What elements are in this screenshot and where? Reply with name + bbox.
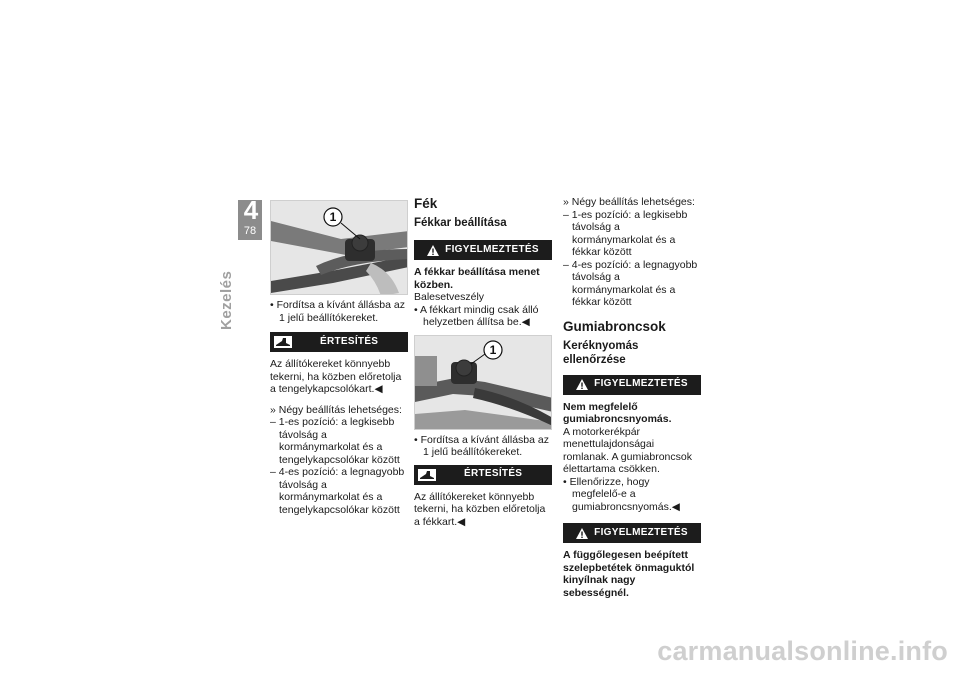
warning-text: Balesetveszély [414,291,485,303]
position-4-item: – 4-es pozíció: a legnagyobb távolság a kormánymarkolat és a fékkar között [563,258,698,308]
chapter-number: 4 [243,195,259,225]
warning-bar [414,240,552,260]
notice-bar [270,332,408,352]
warning-heading: A fékkar beállítása menet közben. [414,266,540,291]
warning-icon [427,245,439,256]
warning-title: FIGYELMEZTETÉS [594,526,688,538]
column-3 [563,196,701,599]
callout-number: 1 [329,210,337,224]
brake-lever-photo [414,335,552,430]
position-4-item: – 4-es pozíció: a legnagyobb távolság a kormánymarkolat és a tengelykapcsolókar között [270,466,405,516]
brake-lever-illustration [415,336,552,430]
callout-number: 1 [489,342,497,357]
subsection-title: Fékkar beállítása [414,217,507,229]
notice-title: ÉRTESÍTÉS [464,468,523,480]
notice-text: Az állítókereket könnyebb tekerni, ha közben előretolja a tengelykapcsolókart.◀ [270,358,402,395]
instruction-bullet: • Fordítsa a kívánt állásba az 1 jelű beállítókereket. [414,433,549,458]
clutch-lever-illustration [271,201,408,295]
warning-bar [563,375,701,395]
warning-heading: Nem megfelelő gumiabroncsnyomás. [563,400,672,425]
warning-icon [576,528,588,539]
warning-bullet: • A fékkart mindig csak álló helyzetben állítsa be.◀ [414,303,539,328]
warning-title: FIGYELMEZTETÉS [594,378,688,390]
settings-intro: » Négy beállítás lehetséges: [563,196,695,208]
notice-bar [414,465,552,485]
column-2 [414,196,552,528]
warning-title: FIGYELMEZTETÉS [445,243,539,255]
watermark: carmanualsonline.info [657,636,948,666]
warning-text: A motorkerékpár menettulajdonságai romlanak. A gumiabroncsok élettartama csökken. [563,425,692,475]
chapter-label: Kezelés [218,270,235,330]
section-title: Fék [414,196,438,211]
notice-title: ÉRTESÍTÉS [320,335,379,347]
page-number: 78 [243,225,257,237]
instruction-bullet: • Fordítsa a kívánt állásba az 1 jelű beállítókereket. [270,299,405,324]
warning-icon [576,379,588,390]
column-1 [270,200,408,516]
warning-heading: A függőlegesen beépített szelepbetétek önmaguktól kinyílnak nagy sebességnél. [563,549,695,599]
notice-text: Az állítókereket könnyebb tekerni, ha közben előretolja a fékkart.◀ [414,490,546,528]
warning-bullet: • Ellenőrizze, hogy megfelelő-e a gumiabroncsnyomás.◀ [563,475,680,513]
settings-intro: » Négy beállítás lehetséges: [270,403,402,416]
notice-icon [274,336,292,348]
position-1-item: – 1-es pozíció: a legkisebb távolság a kormánymarkolat és a tengelykapcsolókar között [270,416,400,466]
section-title: Gumiabroncsok [563,318,666,334]
warning-bar [563,523,701,543]
clutch-lever-photo [270,200,408,295]
position-1-item: – 1-es pozíció: a legkisebb távolság a kormánymarkolat és a fékkar között [563,208,688,258]
subsection-title: Keréknyomás ellenőrzése [563,339,639,366]
notice-icon [418,469,436,481]
